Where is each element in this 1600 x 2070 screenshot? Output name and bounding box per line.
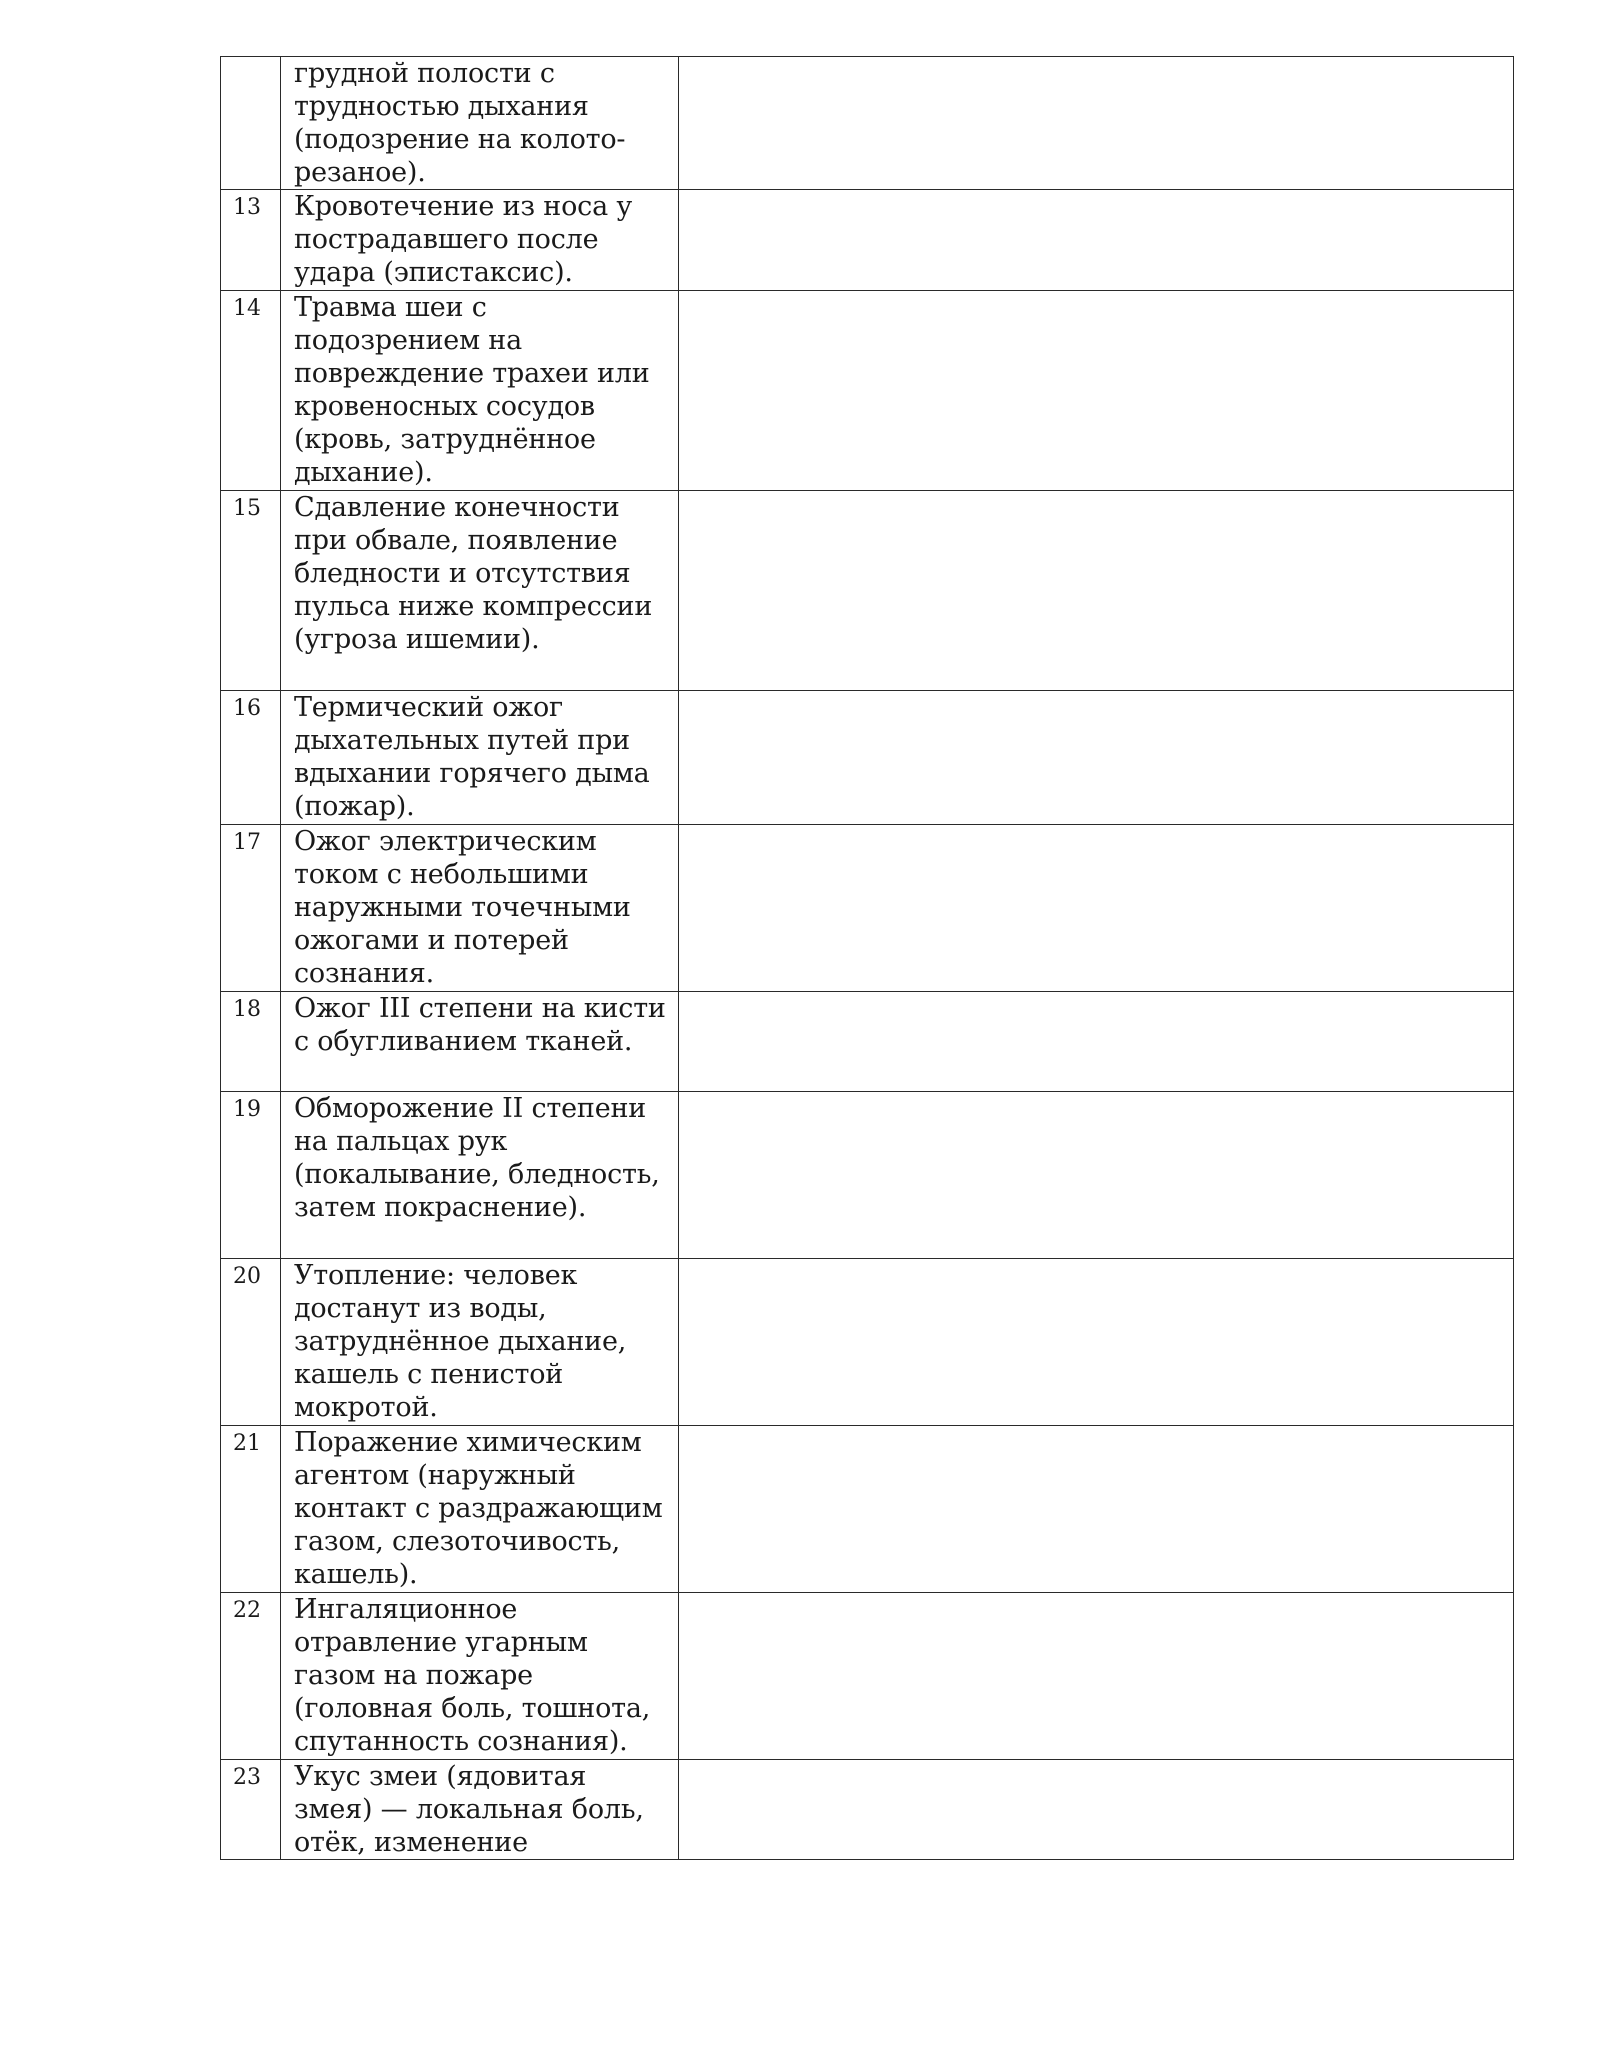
row-number: 14 xyxy=(221,291,281,491)
table-body xyxy=(221,57,1514,1860)
row-number: 13 xyxy=(221,190,281,291)
row-description: Ожог электрическим током с небольшими наружными точечными ожогами и потерей сознания. xyxy=(281,825,679,992)
answer-cell[interactable] xyxy=(679,57,1514,190)
answer-cell[interactable] xyxy=(679,1760,1514,1860)
row-description: Обморожение II степени на пальцах рук (покалывание, бледность, затем покраснение). xyxy=(281,1092,679,1259)
table-row xyxy=(221,190,1514,291)
row-number xyxy=(221,57,281,190)
table-row xyxy=(221,825,1514,992)
table-row xyxy=(221,1092,1514,1259)
answer-cell[interactable] xyxy=(679,491,1514,691)
answer-cell[interactable] xyxy=(679,1092,1514,1259)
row-number: 23 xyxy=(221,1760,281,1860)
row-description: Утопление: человек достанут из воды, затруднённое дыхание, кашель с пенистой мокротой. xyxy=(281,1259,679,1426)
row-description: грудной полости с трудностью дыхания (подозрение на колото-резаное). xyxy=(281,57,679,190)
row-number: 18 xyxy=(221,992,281,1092)
row-description: Ожог III степени на кисти с обугливанием тканей. xyxy=(281,992,679,1092)
row-number: 19 xyxy=(221,1092,281,1259)
table-row xyxy=(221,1760,1514,1860)
row-description: Поражение химическим агентом (наружный контакт с раздражающим газом, слезоточивость, кашель). xyxy=(281,1426,679,1593)
table-row xyxy=(221,992,1514,1092)
answer-cell[interactable] xyxy=(679,992,1514,1092)
row-description: Травма шеи с подозрением на повреждение трахеи или кровеносных сосудов (кровь, затруднённое дыхание). xyxy=(281,291,679,491)
row-description: Термический ожог дыхательных путей при вдыхании горячего дыма (пожар). xyxy=(281,691,679,825)
table-row xyxy=(221,491,1514,691)
row-description: Кровотечение из носа у пострадавшего после удара (эпистаксис). xyxy=(281,190,679,291)
table-row xyxy=(221,1259,1514,1426)
answer-cell[interactable] xyxy=(679,1426,1514,1593)
row-number: 20 xyxy=(221,1259,281,1426)
table-row xyxy=(221,1593,1514,1760)
row-number: 16 xyxy=(221,691,281,825)
table-row xyxy=(221,691,1514,825)
answer-cell[interactable] xyxy=(679,691,1514,825)
row-description: Ингаляционное отравление угарным газом на пожаре (головная боль, тошнота, спутанность сознания). xyxy=(281,1593,679,1760)
row-number: 15 xyxy=(221,491,281,691)
table-row xyxy=(221,57,1514,190)
answer-cell[interactable] xyxy=(679,1593,1514,1760)
answer-cell[interactable] xyxy=(679,825,1514,992)
answer-cell[interactable] xyxy=(679,291,1514,491)
answer-cell[interactable] xyxy=(679,190,1514,291)
row-number: 17 xyxy=(221,825,281,992)
first-aid-table xyxy=(220,56,1514,1860)
row-number: 21 xyxy=(221,1426,281,1593)
table-row xyxy=(221,291,1514,491)
row-description: Сдавление конечности при обвале, появление бледности и отсутствия пульса ниже компрессии (угроза ишемии). xyxy=(281,491,679,691)
answer-cell[interactable] xyxy=(679,1259,1514,1426)
row-number: 22 xyxy=(221,1593,281,1760)
table-row xyxy=(221,1426,1514,1593)
row-description: Укус змеи (ядовитая змея) — локальная боль, отёк, изменение xyxy=(281,1760,679,1860)
